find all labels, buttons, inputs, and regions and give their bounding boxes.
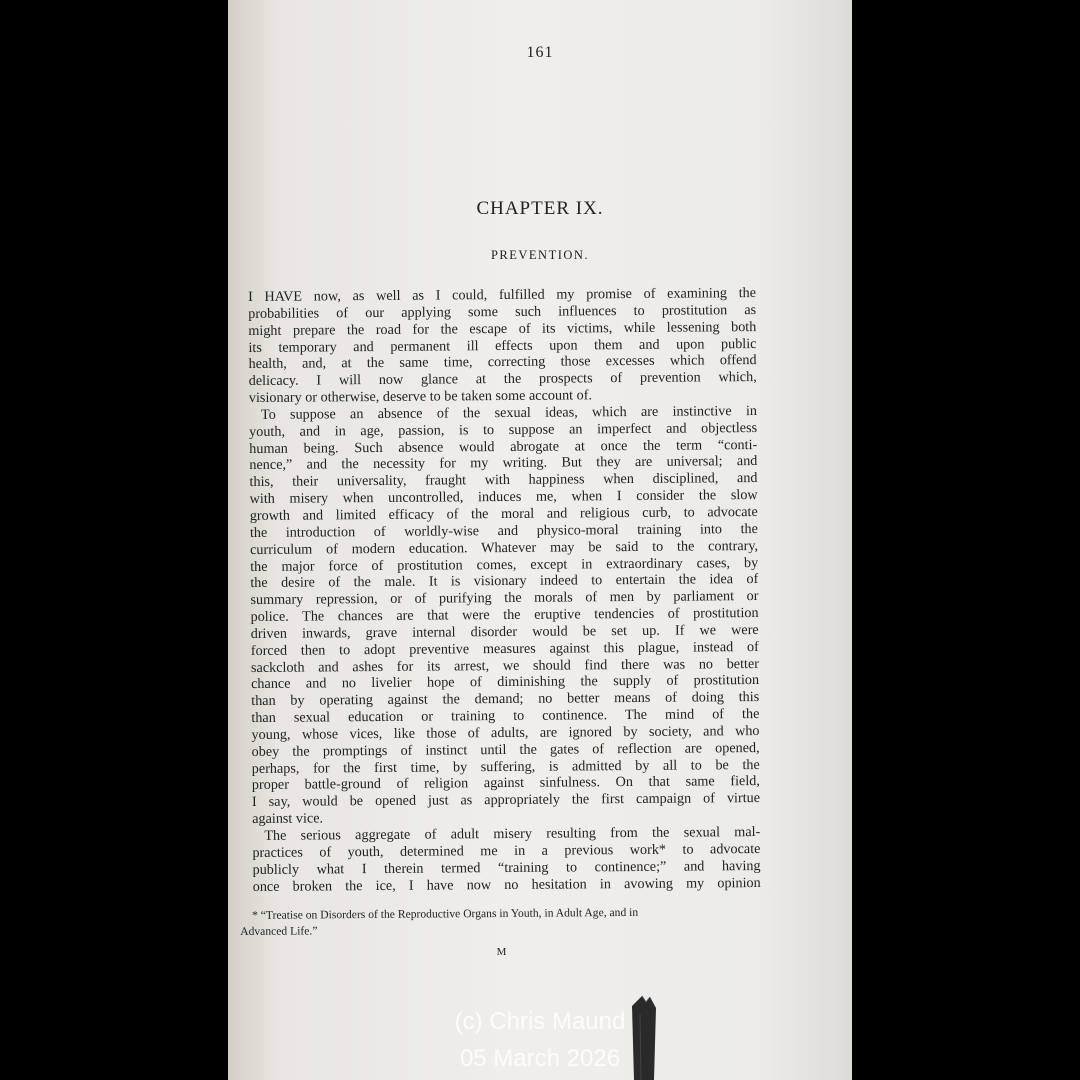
text-line: against vice.	[252, 810, 324, 828]
text-line: the introduction of worldly-wise and physico-moral training into the	[249, 520, 758, 541]
text-line: nence,” and the necessity for my writing. But they are universal; and	[249, 453, 758, 474]
text-line: obey the promptings of instinct until the gates of reflection are opened,	[251, 739, 760, 760]
page-number: 161	[526, 44, 554, 61]
footnote-line: Advanced Life.”	[240, 924, 318, 938]
text-line: than sexual education or training to continence. The mind of the	[251, 706, 760, 727]
text-line: probabilities of our applying some such influences to prostitution as	[248, 301, 757, 322]
text-line: publicly what I therein termed “training to continence;” and having	[252, 857, 761, 878]
text-line: summary repression, or of purifying the morals of men by parliament or	[250, 588, 759, 609]
signature-mark: M	[496, 946, 508, 958]
text-line: the desire of the male. It is visionary indeed to entertain the idea of	[250, 571, 759, 592]
copyright-watermark: (c) Chris Maund	[454, 1008, 626, 1035]
book-page	[228, 0, 852, 1080]
text-line: sackcloth and ashes for its arrest, we should find there was no better	[250, 655, 760, 676]
text-line: youth, and in age, passion, is to suppose an imperfect and objectless	[249, 419, 758, 440]
text-line: its temporary and permanent ill effects upon them and upon public	[248, 335, 757, 356]
text-line: young, whose vices, like those of adults, are ignored by society, and who	[251, 722, 760, 743]
text-line: than by operating against the demand; no better means of doing this	[251, 689, 760, 710]
text-line: perhaps, for the first time, by suffering, is admitted by all to be the	[251, 756, 760, 777]
text-line: curriculum of modern education. Whatever may be said to the contrary,	[249, 537, 759, 558]
text-line: forced then to adopt preventive measures against this plague, instead of	[250, 638, 759, 659]
text-line: proper battle-ground of religion against sinfulness. On that same field,	[251, 773, 760, 794]
text-line: the major force of prostitution comes, except in extraordinary cases, by	[250, 554, 759, 575]
date-watermark: 05 March 2026	[459, 1045, 621, 1072]
text-line: might prepare the road for the escape of its victims, while lessening both	[248, 318, 757, 339]
text-line: chance and no livelier hope of diminishing the supply of prostitution	[251, 672, 760, 693]
text-line: this, their universality, fraught with happiness when disciplined, and	[249, 470, 758, 491]
body-text	[248, 285, 761, 895]
footnote-line: * “Treatise on Disorders of the Reproductive Organs in Youth, in Adult Age, and in	[252, 905, 639, 922]
text-line: with misery when uncontrolled, induces me, when I consider the slow	[249, 487, 758, 508]
footnote	[240, 904, 760, 940]
text-line: police. The chances are that were the eruptive tendencies of prostitution	[250, 605, 759, 626]
text-line: I say, would be opened just as appropriately the first campaign of virtue	[251, 790, 761, 811]
text-line: To suppose an absence of the sexual ideas, which are instinctive in	[260, 402, 758, 423]
text-line: The serious aggregate of adult misery resulting from the sexual mal-	[264, 823, 761, 844]
text-line: delicacy. I will now glance at the prospects of prevention which,	[248, 369, 757, 390]
section-heading: PREVENTION.	[490, 248, 590, 262]
text-line: human being. Such absence would abrogate at once the term “conti-	[249, 436, 758, 457]
text-line: growth and limited efficacy of the moral and religious curb, to advocate	[249, 503, 758, 524]
text-line: health, and, at the same time, correcting those excesses which offend	[248, 352, 757, 373]
text-line: once broken the ice, I have now no hesitation in avowing my opinion	[252, 874, 761, 895]
text-line: practices of youth, determined me in a previous work* to advocate	[252, 840, 761, 861]
text-line: visionary or otherwise, deserve to be taken some account of.	[248, 387, 593, 407]
chapter-heading: CHAPTER IX.	[476, 198, 604, 219]
text-line: I HAVE now, as well as I could, fulfilled my promise of examining the	[248, 285, 757, 305]
text-line: driven inwards, grave internal disorder would be set up. If we were	[250, 621, 759, 642]
